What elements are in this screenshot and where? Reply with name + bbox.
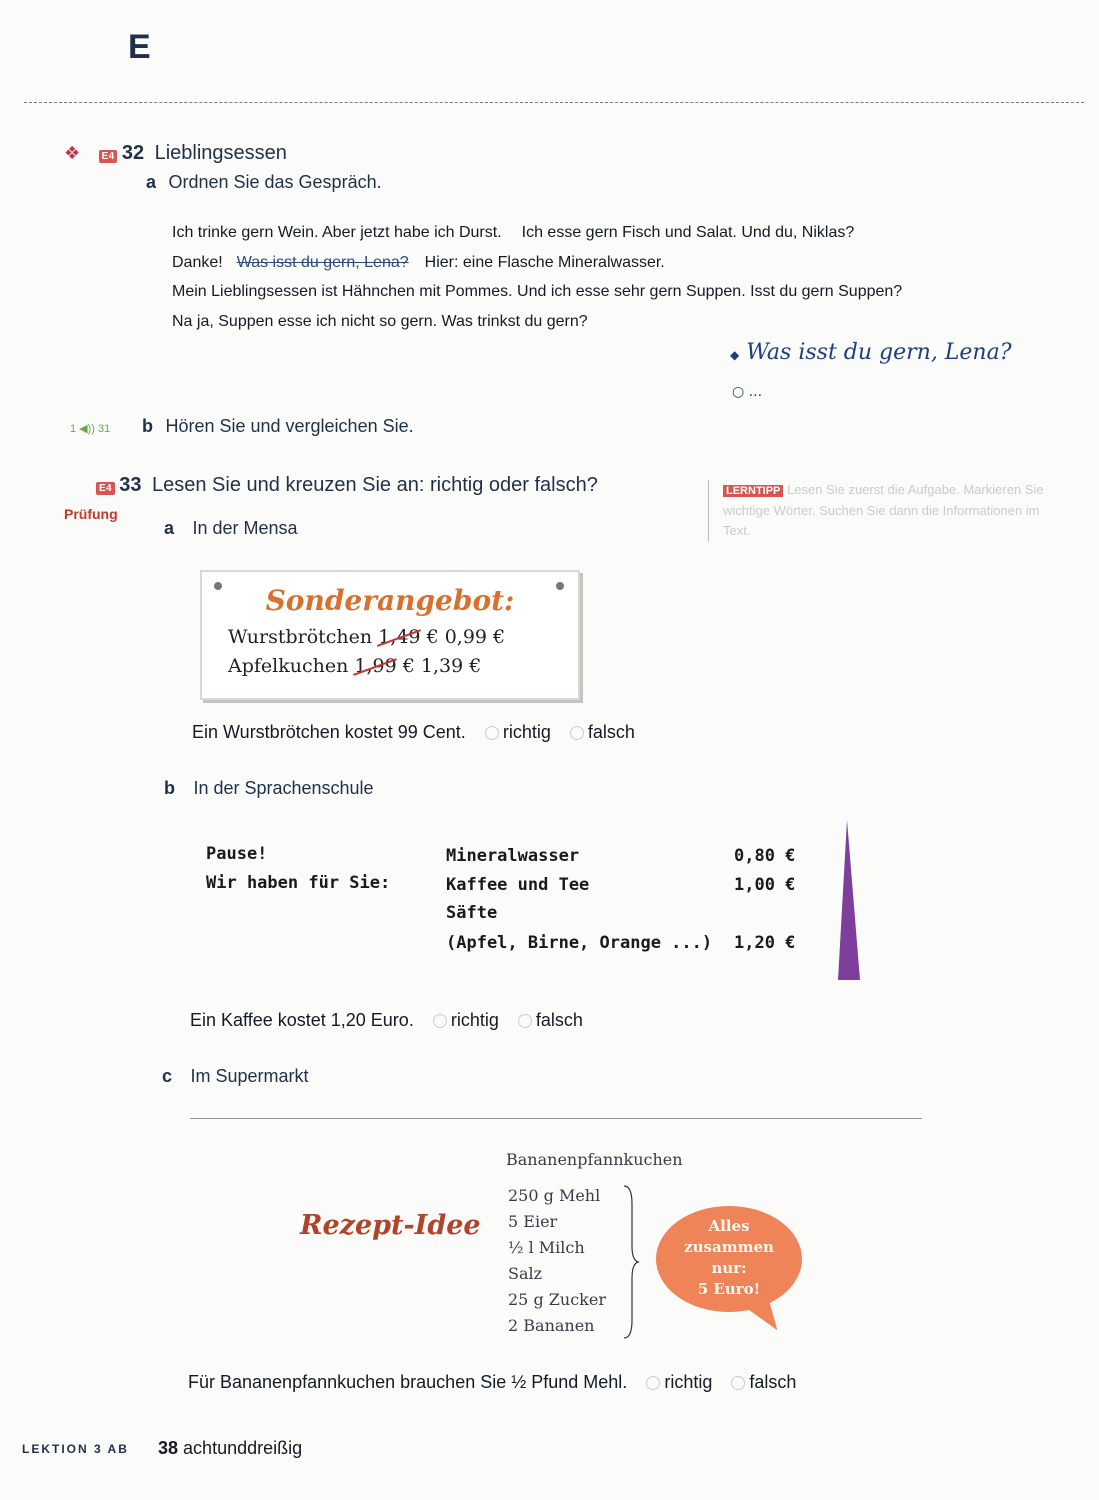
price-bubble: [656, 1206, 802, 1312]
sentence: Mein Lieblingsessen ist Hähnchen mit Pommes. Und ich esse sehr gern Suppen. Isst du gern Suppen?: [172, 283, 903, 300]
board-price: 1,00 €: [734, 875, 796, 895]
old-price: 1,49: [378, 626, 421, 648]
exercise-33b-letter: b: [164, 778, 175, 798]
board-item: (Apfel, Birne, Orange ...): [446, 933, 713, 953]
statement-text: Ein Kaffee kostet 1,20 Euro.: [190, 1010, 414, 1030]
new-price: € 1,39 €: [402, 655, 482, 677]
ingredient: Salz: [508, 1264, 543, 1283]
sentence: Danke!: [172, 253, 223, 271]
exercise-32-title: Lieblingsessen: [154, 142, 287, 164]
bubble-line: Alles: [708, 1217, 750, 1235]
recipe-title: Rezept-Idee: [300, 1210, 481, 1241]
sign-item-2: Apfelkuchen 1,99 € 1,39 €: [228, 655, 482, 677]
radio-richtig[interactable]: [485, 726, 499, 740]
radio-falsch[interactable]: [731, 1376, 745, 1390]
exercise-32-badge: E4: [99, 150, 118, 163]
purple-pennant-icon: [836, 820, 862, 982]
exercise-33a-row: [164, 518, 298, 539]
exercise-32b-row: [142, 416, 414, 437]
handwritten-next-line[interactable]: [732, 384, 762, 400]
board-item: Säfte: [446, 903, 498, 923]
board-line-1: Pause!: [206, 844, 268, 864]
struck-sentence: Was isst du gern, Lena?: [236, 253, 409, 271]
exercise-33c-letter: c: [162, 1066, 173, 1086]
exercise-33b-heading: In der Sprachenschule: [193, 778, 374, 798]
sign-title: Sonderangebot:: [265, 584, 515, 617]
exercise-33-header: [96, 474, 598, 497]
ingredient: 2 Bananen: [508, 1316, 595, 1335]
difficulty-diamond-icon: ❖: [64, 143, 81, 163]
sentence: Hier: eine Flasche Mineralwasser.: [424, 253, 665, 271]
footer-page: [158, 1438, 302, 1459]
board-item: Kaffee und Tee: [446, 875, 590, 895]
ingredient: 25 g Zucker: [508, 1290, 606, 1309]
option-falsch[interactable]: falsch: [535, 1010, 583, 1030]
recipe-name: Bananenpfannkuchen: [506, 1150, 683, 1169]
handwritten-next: ...: [748, 384, 763, 400]
statement-text: Ein Wurstbrötchen kostet 99 Cent.: [192, 722, 466, 742]
sentence: Na ja, Suppen esse ich nicht so gern. Was trinkst du gern?: [172, 312, 588, 330]
pruefung-label: Prüfung: [64, 506, 118, 522]
header-divider: [24, 102, 1084, 103]
statement-33b: [190, 1010, 583, 1031]
option-richtig[interactable]: richtig: [450, 1010, 499, 1030]
exercise-32-number: 32: [121, 142, 145, 164]
exercise-32b-letter: b: [142, 416, 153, 436]
bubble-line: nur:: [711, 1259, 747, 1277]
radio-richtig[interactable]: [646, 1376, 660, 1390]
exercise-32a-letter: a: [146, 172, 157, 192]
ingredient: 250 g Mehl: [508, 1186, 601, 1205]
exercise-33b-row: [164, 778, 374, 799]
radio-richtig[interactable]: [433, 1014, 447, 1028]
exercise-32b-instruction: Hören Sie und vergleichen Sie.: [165, 416, 414, 436]
ingredient: 5 Eier: [508, 1212, 558, 1231]
exercise-33c-row: [162, 1066, 309, 1087]
bubble-line: zusammen: [684, 1238, 774, 1256]
mensa-sign: [200, 570, 580, 700]
curly-brace-icon: [620, 1184, 640, 1340]
radio-falsch[interactable]: [518, 1014, 532, 1028]
audio-track-icon[interactable]: 1 ◀)) 31: [70, 423, 111, 435]
exercise-33-number: 33: [119, 474, 142, 496]
sentence: Ich esse gern Fisch und Salat. Und du, Niklas?: [521, 224, 855, 241]
board-price: 0,80 €: [734, 846, 796, 866]
sign-item-1: Wurstbrötchen 1,49 € 0,99 €: [228, 626, 506, 648]
statement-33c: [188, 1372, 796, 1393]
option-falsch[interactable]: falsch: [749, 1372, 797, 1392]
bubble-line: 5 Euro!: [697, 1280, 761, 1298]
empty-bullet-icon: ○: [732, 384, 745, 400]
learning-tip-badge: LERNTIPP: [723, 485, 783, 497]
exercise-32a-instruction-row: [146, 172, 382, 193]
statement-text: Für Bananenpfannkuchen brauchen Sie ½ Pfund Mehl.: [188, 1372, 628, 1392]
board-item: Mineralwasser: [446, 846, 580, 866]
handwritten-answer-line[interactable]: [730, 340, 1012, 365]
dialogue-sentences: [172, 218, 1052, 336]
sentence: Ich trinke gern Wein. Aber jetzt habe ich Durst.: [172, 224, 502, 241]
exercise-33-title: Lesen Sie und kreuzen Sie an: richtig oder falsch?: [152, 474, 598, 496]
option-richtig[interactable]: richtig: [664, 1372, 713, 1392]
ingredient: ½ l Milch: [508, 1238, 585, 1257]
flyer-top-rule: [190, 1118, 922, 1119]
page-word: achtunddreißig: [183, 1438, 303, 1458]
learning-tip-text: Lesen Sie zuerst die Aufgabe. Markieren Sie wichtige Wörter. Suchen Sie dann die Informationen im Text.: [723, 482, 1044, 538]
exercise-33-badge: E4: [96, 482, 115, 495]
option-richtig[interactable]: richtig: [502, 722, 551, 742]
option-falsch[interactable]: falsch: [587, 722, 635, 742]
exercise-33c-heading: Im Supermarkt: [190, 1066, 309, 1086]
filled-bullet-icon: ◆: [730, 348, 740, 362]
exercise-32a-instruction: Ordnen Sie das Gespräch.: [168, 172, 382, 192]
exercise-33a-letter: a: [164, 518, 175, 538]
statement-33a: [192, 722, 635, 743]
new-price: € 0,99 €: [426, 626, 506, 648]
exercise-32-header: [64, 142, 287, 165]
board-price: 1,20 €: [734, 933, 796, 953]
section-letter: E: [128, 28, 151, 66]
learning-tip-box: [708, 480, 1068, 542]
board-line-2: Wir haben für Sie:: [206, 873, 391, 893]
radio-falsch[interactable]: [570, 726, 584, 740]
page-number: 38: [158, 1438, 179, 1458]
handwritten-answer: Was isst du gern, Lena?: [746, 340, 1012, 365]
footer-lesson: LEKTION 3 AB: [22, 1442, 129, 1456]
exercise-33a-heading: In der Mensa: [192, 518, 298, 538]
old-price: 1,99: [354, 655, 397, 677]
